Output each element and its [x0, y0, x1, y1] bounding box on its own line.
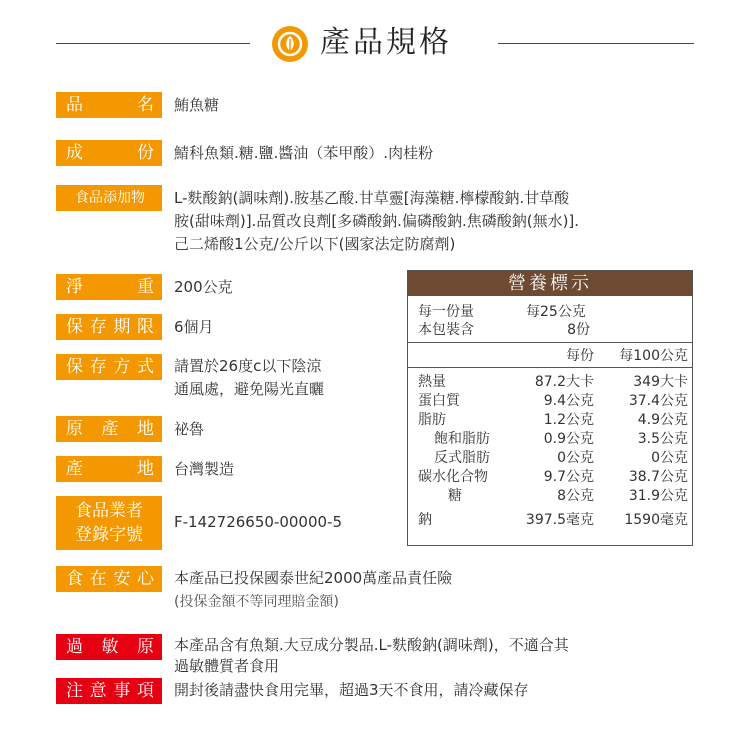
label-char: 過 [66, 637, 83, 657]
nutrient-per-serving: 8公克 [557, 488, 594, 504]
nutrition-row [408, 468, 692, 486]
nutrient-name: 熱量 [418, 374, 446, 390]
value-additives-line-3: 己二烯酸1公克/公斤以下(國家法定防腐劑) [174, 235, 456, 253]
label-char: 品 [66, 95, 83, 115]
nutrient-name: 蛋白質 [418, 393, 460, 409]
nutrient-name: 糖 [448, 488, 462, 504]
value-additives-line-1: L-麩酸鈉(調味劑).胺基乙酸.甘草靈[海藻糖.檸檬酸鈉.甘草酸 [174, 189, 570, 207]
nutrient-per-serving: 397.5毫克 [525, 512, 594, 528]
label-char: 淨 [66, 277, 83, 297]
leaf-icon [272, 26, 308, 62]
nutrient-per-100g: 3.5公克 [637, 431, 688, 447]
label-ingredients [56, 140, 162, 166]
nutrient-per-serving: 0公克 [557, 450, 594, 466]
value-caution: 開封後請盡快食用完畢，超過3天不食用，請冷藏保存 [174, 681, 529, 699]
nutrition-title: 營養標示 [408, 271, 692, 296]
nutrient-per-100g: 37.4公克 [628, 393, 688, 409]
nutrient-per-100g: 349大卡 [633, 374, 688, 390]
nutrient-per-100g: 31.9公克 [628, 488, 688, 504]
col-header-per-100g: 每100公克 [619, 348, 688, 364]
label-text: 食在安心 [66, 569, 154, 589]
per-serving-value: 每25公克 [526, 304, 586, 320]
nutrition-row [408, 373, 692, 391]
header [0, 18, 750, 68]
nutrition-row [408, 487, 692, 505]
value-ingredients: 鯖科魚類.糖.鹽.醬油（苯甲酸）.肉桂粉 [174, 144, 434, 162]
label-char: 地 [137, 419, 154, 439]
nutrient-name: 反式脂肪 [434, 450, 490, 466]
label-caution [56, 678, 162, 704]
col-header-per-serving: 每份 [566, 348, 594, 364]
per-serving-label: 每一份量 [418, 304, 474, 320]
label-shelf-life [56, 314, 162, 340]
label-allergen [56, 634, 162, 660]
value-producer-place: 台灣製造 [174, 460, 235, 478]
label-storage [56, 354, 162, 380]
nutrient-per-100g: 1590毫克 [624, 512, 688, 528]
label-text: 注意事項 [66, 681, 154, 701]
value-allergen-line-2: 過敏體質者食用 [174, 657, 280, 675]
label-char: 名 [137, 95, 154, 115]
label-net-weight [56, 274, 162, 300]
label-char: 敏 [101, 637, 119, 657]
title-rule-left [56, 43, 250, 44]
nutrition-row [408, 392, 692, 410]
nutrition-divider [408, 367, 692, 368]
nutrition-divider [408, 342, 692, 343]
nutrient-per-serving: 0.9公克 [543, 431, 594, 447]
nutrient-per-serving: 9.7公克 [543, 469, 594, 485]
nutrition-row [408, 430, 692, 448]
label-char: 產 [101, 419, 119, 439]
value-storage-line-2: 通風處，避免陽光直曬 [174, 380, 325, 398]
nutrient-name: 碳水化合物 [418, 469, 488, 485]
label-registration [56, 496, 162, 550]
label-name [56, 92, 162, 118]
label-text: 保存方式 [66, 357, 154, 377]
nutrient-per-serving: 87.2大卡 [534, 374, 594, 390]
nutrient-name: 鈉 [418, 512, 432, 528]
value-safety-note: (投保金額不等同理賠金額) [174, 594, 339, 610]
label-additives: 食品添加物 [56, 185, 162, 211]
label-char: 原 [66, 419, 83, 439]
nutrition-row [408, 411, 692, 429]
nutrient-per-100g: 0公克 [651, 450, 688, 466]
label-char: 重 [137, 277, 154, 297]
value-net-weight: 200公克 [174, 278, 233, 296]
value-storage-line-1: 請置於26度c以下陰涼 [174, 357, 322, 375]
nutrient-per-serving: 9.4公克 [543, 393, 594, 409]
value-registration: F-142726650-00000-5 [174, 513, 343, 531]
label-line: 食品業者 [75, 501, 143, 521]
nutrition-row [408, 511, 692, 529]
nutrient-per-100g: 38.7公克 [628, 469, 688, 485]
value-allergen-line-1: 本產品含有魚類.大豆成分製品.L-麩酸鈉(調味劑)，不適合其 [174, 636, 569, 654]
nutrient-per-serving: 1.2公克 [543, 412, 594, 428]
label-safety [56, 566, 162, 592]
servings-value: 8份 [567, 322, 590, 338]
value-name: 鮪魚糖 [174, 96, 220, 114]
label-char: 地 [137, 459, 154, 479]
label-char: 原 [137, 637, 154, 657]
nutrient-name: 飽和脂肪 [434, 431, 490, 447]
label-char: 份 [137, 143, 154, 163]
value-safety: 本產品已投保國泰世紀2000萬產品責任險 [174, 569, 453, 587]
value-shelf-life: 6個月 [174, 318, 214, 336]
label-origin [56, 416, 162, 442]
nutrient-name: 脂肪 [418, 412, 446, 428]
nutrient-per-100g: 4.9公克 [637, 412, 688, 428]
value-additives-line-2: 胺(甜味劑)].品質改良劑[多磷酸鈉.偏磷酸鈉.焦磷酸鈉(無水)]. [174, 212, 580, 230]
label-text: 保存期限 [66, 317, 154, 337]
label-line: 登錄字號 [75, 525, 143, 545]
title-rule-right [498, 43, 694, 44]
value-origin: 祕魯 [174, 420, 205, 438]
label-producer-place [56, 456, 162, 482]
page-title: 產品規格 [320, 25, 452, 60]
label-char: 產 [66, 459, 83, 479]
servings-label: 本包裝含 [418, 322, 474, 338]
nutrition-row [408, 449, 692, 467]
nutrition-table [407, 270, 693, 546]
label-char: 成 [66, 143, 83, 163]
